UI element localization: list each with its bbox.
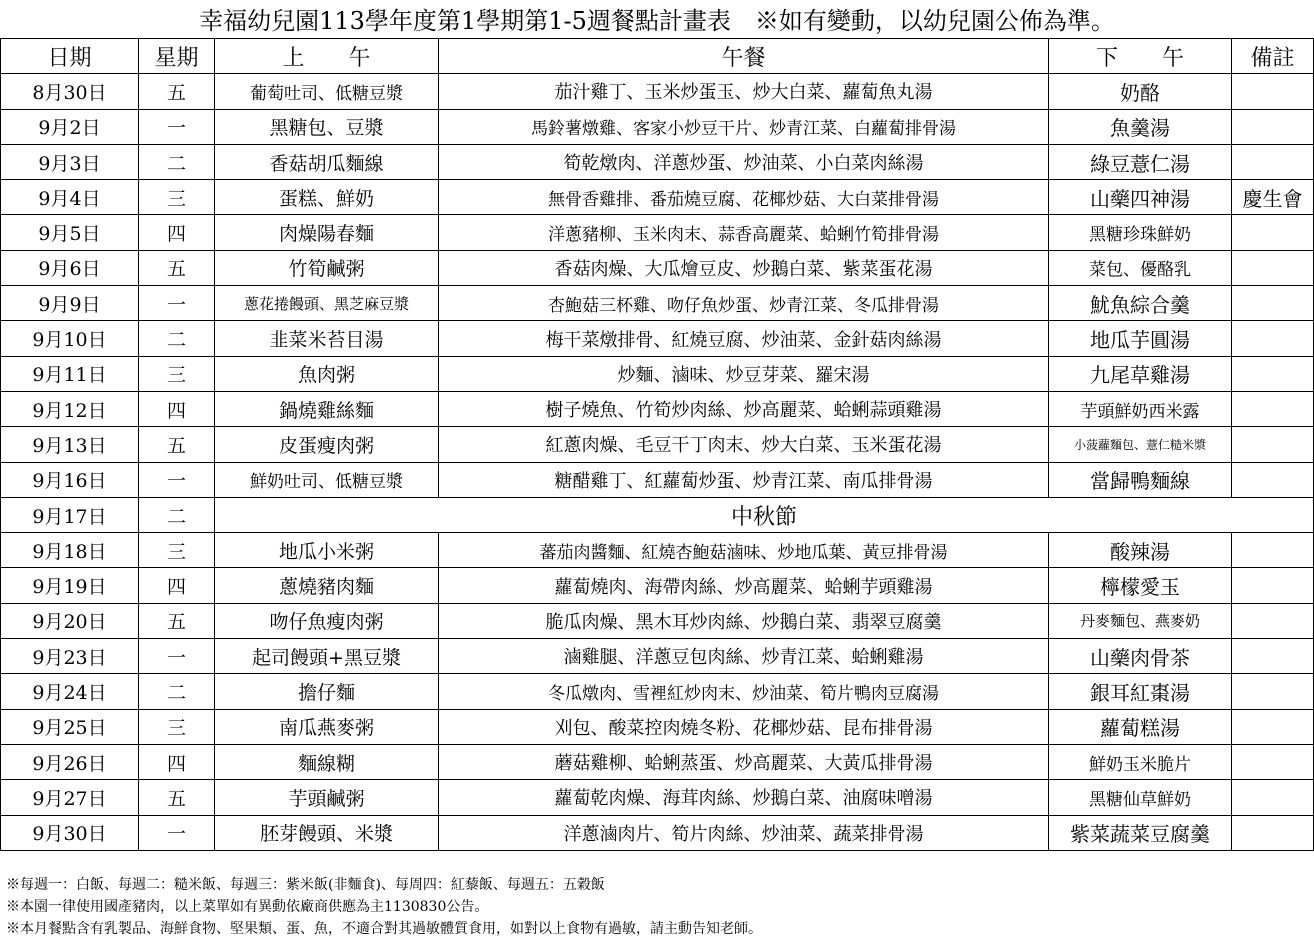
weekday-cell: 二 bbox=[139, 674, 215, 709]
weekday-cell: 四 bbox=[139, 744, 215, 779]
morning-snack-cell: 芋頭鹹粥 bbox=[215, 780, 439, 815]
lunch-cell: 馬鈴薯燉雞、客家小炒豆干片、炒青江菜、白蘿蔔排骨湯 bbox=[439, 109, 1049, 144]
lunch-cell: 梅干菜燉排骨、紅燒豆腐、炒油菜、金針菇肉絲湯 bbox=[439, 321, 1049, 356]
lunch-cell: 蘑菇雞柳、蛤蜊蒸蛋、炒高麗菜、大黃瓜排骨湯 bbox=[439, 744, 1049, 779]
table-row bbox=[1, 497, 1314, 532]
note-cell bbox=[1232, 780, 1314, 815]
footer-notes bbox=[6, 874, 1306, 940]
table-row bbox=[1, 568, 1314, 603]
date-cell: 9月27日 bbox=[1, 780, 139, 815]
lunch-cell: 茄汁雞丁、玉米炒蛋玉、炒大白菜、蘿蔔魚丸湯 bbox=[439, 74, 1049, 109]
lunch-cell: 紅蔥肉燥、毛豆干丁肉末、炒大白菜、玉米蛋花湯 bbox=[439, 427, 1049, 462]
date-cell: 9月3日 bbox=[1, 144, 139, 179]
weekday-cell: 三 bbox=[139, 180, 215, 215]
table-row bbox=[1, 674, 1314, 709]
morning-snack-cell: 葡萄吐司、低糖豆漿 bbox=[215, 74, 439, 109]
afternoon-snack-cell: 黑糖珍珠鮮奶 bbox=[1049, 215, 1232, 250]
weekday-cell: 五 bbox=[139, 780, 215, 815]
morning-snack-cell: 地瓜小米粥 bbox=[215, 533, 439, 568]
table-row bbox=[1, 144, 1314, 179]
afternoon-snack-cell: 地瓜芋圓湯 bbox=[1049, 321, 1232, 356]
lunch-cell: 筍乾燉肉、洋蔥炒蛋、炒油菜、小白菜肉絲湯 bbox=[439, 144, 1049, 179]
table-row bbox=[1, 356, 1314, 391]
weekday-cell: 一 bbox=[139, 815, 215, 850]
table-row bbox=[1, 74, 1314, 109]
morning-snack-cell: 韭菜米苔目湯 bbox=[215, 321, 439, 356]
afternoon-snack-cell: 檸檬愛玉 bbox=[1049, 568, 1232, 603]
date-cell: 9月26日 bbox=[1, 744, 139, 779]
note-cell bbox=[1232, 603, 1314, 638]
afternoon-snack-cell: 紫菜蔬菜豆腐羹 bbox=[1049, 815, 1232, 850]
afternoon-snack-cell: 銀耳紅棗湯 bbox=[1049, 674, 1232, 709]
morning-snack-cell: 香菇胡瓜麵線 bbox=[215, 144, 439, 179]
morning-snack-cell: 蔥花捲饅頭、黑芝麻豆漿 bbox=[215, 286, 439, 321]
date-cell: 9月30日 bbox=[1, 815, 139, 850]
table-row bbox=[1, 639, 1314, 674]
afternoon-snack-cell: 小菠蘿麵包、薏仁糙米漿 bbox=[1049, 427, 1232, 462]
table-row bbox=[1, 709, 1314, 744]
table-row bbox=[1, 815, 1314, 850]
note-cell bbox=[1232, 709, 1314, 744]
lunch-cell: 脆瓜肉燥、黑木耳炒肉絲、炒鵝白菜、翡翠豆腐羹 bbox=[439, 603, 1049, 638]
weekday-cell: 二 bbox=[139, 321, 215, 356]
note-cell bbox=[1232, 321, 1314, 356]
weekday-cell: 五 bbox=[139, 603, 215, 638]
afternoon-snack-cell: 芋頭鮮奶西米露 bbox=[1049, 391, 1232, 426]
note-cell bbox=[1232, 74, 1314, 109]
afternoon-snack-cell: 山藥四神湯 bbox=[1049, 180, 1232, 215]
morning-snack-cell: 皮蛋瘦肉粥 bbox=[215, 427, 439, 462]
header-weekday: 星期 bbox=[139, 39, 215, 74]
holiday-cell: 中秋節 bbox=[215, 497, 1314, 532]
table-row bbox=[1, 603, 1314, 638]
date-cell: 9月11日 bbox=[1, 356, 139, 391]
weekday-cell: 一 bbox=[139, 462, 215, 497]
weekday-cell: 五 bbox=[139, 427, 215, 462]
table-row bbox=[1, 215, 1314, 250]
lunch-cell: 洋蔥豬柳、玉米肉末、蒜香高麗菜、蛤蜊竹筍排骨湯 bbox=[439, 215, 1049, 250]
lunch-cell: 蘿蔔燒肉、海帶肉絲、炒高麗菜、蛤蜊芋頭雞湯 bbox=[439, 568, 1049, 603]
note-cell bbox=[1232, 215, 1314, 250]
lunch-cell: 冬瓜燉肉、雪裡紅炒肉末、炒油菜、筍片鴨肉豆腐湯 bbox=[439, 674, 1049, 709]
afternoon-snack-cell: 九尾草雞湯 bbox=[1049, 356, 1232, 391]
note-cell bbox=[1232, 462, 1314, 497]
date-cell: 9月18日 bbox=[1, 533, 139, 568]
table-row bbox=[1, 286, 1314, 321]
afternoon-snack-cell: 綠豆薏仁湯 bbox=[1049, 144, 1232, 179]
date-cell: 8月30日 bbox=[1, 74, 139, 109]
footnote-allergy: ※本月餐點含有乳製品、海鮮食物、堅果類、蛋、魚，不適合對其過敏體質食用，如對以上食物有過敏，請主動告知老師。 bbox=[6, 921, 762, 937]
header-lunch: 午餐 bbox=[439, 39, 1049, 74]
weekday-cell: 二 bbox=[139, 497, 215, 532]
afternoon-snack-cell: 當歸鴨麵線 bbox=[1049, 462, 1232, 497]
weekday-cell: 一 bbox=[139, 639, 215, 674]
lunch-cell: 炒麵、滷味、炒豆芽菜、羅宋湯 bbox=[439, 356, 1049, 391]
morning-snack-cell: 吻仔魚瘦肉粥 bbox=[215, 603, 439, 638]
afternoon-snack-cell: 菜包、優酪乳 bbox=[1049, 250, 1232, 285]
note-cell bbox=[1232, 427, 1314, 462]
lunch-cell: 洋蔥滷肉片、筍片肉絲、炒油菜、蔬菜排骨湯 bbox=[439, 815, 1049, 850]
date-cell: 9月9日 bbox=[1, 286, 139, 321]
table-row bbox=[1, 180, 1314, 215]
header-notes: 備註 bbox=[1232, 39, 1314, 74]
note-cell bbox=[1232, 391, 1314, 426]
page-title: 幸福幼兒園113學年度第1學期第1-5週餐點計畫表 ※如有變動，以幼兒園公佈為準。 bbox=[199, 7, 1115, 35]
date-cell: 9月2日 bbox=[1, 109, 139, 144]
note-cell bbox=[1232, 568, 1314, 603]
note-cell bbox=[1232, 356, 1314, 391]
note-cell bbox=[1232, 815, 1314, 850]
header-morning: 上 午 bbox=[215, 39, 439, 74]
afternoon-snack-cell: 魷魚綜合羹 bbox=[1049, 286, 1232, 321]
header-date: 日期 bbox=[1, 39, 139, 74]
weekday-cell: 四 bbox=[139, 568, 215, 603]
lunch-cell: 蕃茄肉醬麵、紅燒杏鮑菇滷味、炒地瓜葉、黃豆排骨湯 bbox=[439, 533, 1049, 568]
footnote-rice: ※每週一：白飯、每週二：糙米飯、每週三：紫米飯(非麵食)、每周四：紅藜飯、每週五：五穀飯 bbox=[6, 877, 605, 893]
morning-snack-cell: 黑糖包、豆漿 bbox=[215, 109, 439, 144]
table-row bbox=[1, 109, 1314, 144]
weekday-cell: 五 bbox=[139, 74, 215, 109]
afternoon-snack-cell: 黑糖仙草鮮奶 bbox=[1049, 780, 1232, 815]
date-cell: 9月5日 bbox=[1, 215, 139, 250]
table-row bbox=[1, 250, 1314, 285]
lunch-cell: 香菇肉燥、大瓜燴豆皮、炒鵝白菜、紫菜蛋花湯 bbox=[439, 250, 1049, 285]
note-cell bbox=[1232, 109, 1314, 144]
lunch-cell: 蘿蔔乾肉燥、海茸肉絲、炒鵝白菜、油腐味噌湯 bbox=[439, 780, 1049, 815]
header-afternoon: 下 午 bbox=[1049, 39, 1232, 74]
note-cell bbox=[1232, 533, 1314, 568]
table-row bbox=[1, 780, 1314, 815]
morning-snack-cell: 南瓜燕麥粥 bbox=[215, 709, 439, 744]
morning-snack-cell: 鮮奶吐司、低糖豆漿 bbox=[215, 462, 439, 497]
table-row bbox=[1, 427, 1314, 462]
table-row bbox=[1, 533, 1314, 568]
date-cell: 9月12日 bbox=[1, 391, 139, 426]
note-cell bbox=[1232, 744, 1314, 779]
date-cell: 9月10日 bbox=[1, 321, 139, 356]
morning-snack-cell: 肉燥陽春麵 bbox=[215, 215, 439, 250]
weekday-cell: 五 bbox=[139, 250, 215, 285]
morning-snack-cell: 麵線糊 bbox=[215, 744, 439, 779]
date-cell: 9月25日 bbox=[1, 709, 139, 744]
note-cell bbox=[1232, 250, 1314, 285]
afternoon-snack-cell: 奶酪 bbox=[1049, 74, 1232, 109]
morning-snack-cell: 擔仔麵 bbox=[215, 674, 439, 709]
afternoon-snack-cell: 山藥肉骨茶 bbox=[1049, 639, 1232, 674]
morning-snack-cell: 胚芽饅頭、米漿 bbox=[215, 815, 439, 850]
date-cell: 9月20日 bbox=[1, 603, 139, 638]
weekday-cell: 三 bbox=[139, 709, 215, 744]
lunch-cell: 樹子燒魚、竹筍炒肉絲、炒高麗菜、蛤蜊蒜頭雞湯 bbox=[439, 391, 1049, 426]
note-cell bbox=[1232, 144, 1314, 179]
date-cell: 9月13日 bbox=[1, 427, 139, 462]
date-cell: 9月23日 bbox=[1, 639, 139, 674]
date-cell: 9月4日 bbox=[1, 180, 139, 215]
footnote-pork: ※本園一律使用國產豬肉，以上菜單如有異動依廠商供應為主1130830公告。 bbox=[6, 899, 489, 915]
morning-snack-cell: 鍋燒雞絲麵 bbox=[215, 391, 439, 426]
note-cell bbox=[1232, 286, 1314, 321]
note-cell bbox=[1232, 639, 1314, 674]
date-cell: 9月24日 bbox=[1, 674, 139, 709]
lunch-cell: 杏鮑菇三杯雞、吻仔魚炒蛋、炒青江菜、冬瓜排骨湯 bbox=[439, 286, 1049, 321]
morning-snack-cell: 蛋糕、鮮奶 bbox=[215, 180, 439, 215]
date-cell: 9月17日 bbox=[1, 497, 139, 532]
morning-snack-cell: 魚肉粥 bbox=[215, 356, 439, 391]
header-row bbox=[1, 39, 1314, 74]
weekday-cell: 三 bbox=[139, 356, 215, 391]
table-row bbox=[1, 744, 1314, 779]
date-cell: 9月16日 bbox=[1, 462, 139, 497]
weekday-cell: 二 bbox=[139, 144, 215, 179]
morning-snack-cell: 蔥燒豬肉麵 bbox=[215, 568, 439, 603]
lunch-cell: 無骨香雞排、番茄燒豆腐、花椰炒菇、大白菜排骨湯 bbox=[439, 180, 1049, 215]
table-row bbox=[1, 321, 1314, 356]
weekday-cell: 四 bbox=[139, 391, 215, 426]
morning-snack-cell: 起司饅頭+黑豆漿 bbox=[215, 639, 439, 674]
lunch-cell: 滷雞腿、洋蔥豆包肉絲、炒青江菜、蛤蜊雞湯 bbox=[439, 639, 1049, 674]
date-cell: 9月6日 bbox=[1, 250, 139, 285]
weekday-cell: 一 bbox=[139, 286, 215, 321]
afternoon-snack-cell: 鮮奶玉米脆片 bbox=[1049, 744, 1232, 779]
table-row bbox=[1, 462, 1314, 497]
afternoon-snack-cell: 魚羹湯 bbox=[1049, 109, 1232, 144]
date-cell: 9月19日 bbox=[1, 568, 139, 603]
meal-plan-table bbox=[0, 38, 1314, 851]
afternoon-snack-cell: 蘿蔔糕湯 bbox=[1049, 709, 1232, 744]
note-cell bbox=[1232, 674, 1314, 709]
table-row bbox=[1, 391, 1314, 426]
lunch-cell: 糖醋雞丁、紅蘿蔔炒蛋、炒青江菜、南瓜排骨湯 bbox=[439, 462, 1049, 497]
afternoon-snack-cell: 丹麥麵包、燕麥奶 bbox=[1049, 603, 1232, 638]
weekday-cell: 三 bbox=[139, 533, 215, 568]
afternoon-snack-cell: 酸辣湯 bbox=[1049, 533, 1232, 568]
note-cell: 慶生會 bbox=[1232, 180, 1314, 215]
weekday-cell: 四 bbox=[139, 215, 215, 250]
morning-snack-cell: 竹筍鹹粥 bbox=[215, 250, 439, 285]
lunch-cell: 刈包、酸菜控肉燒冬粉、花椰炒菇、昆布排骨湯 bbox=[439, 709, 1049, 744]
weekday-cell: 一 bbox=[139, 109, 215, 144]
